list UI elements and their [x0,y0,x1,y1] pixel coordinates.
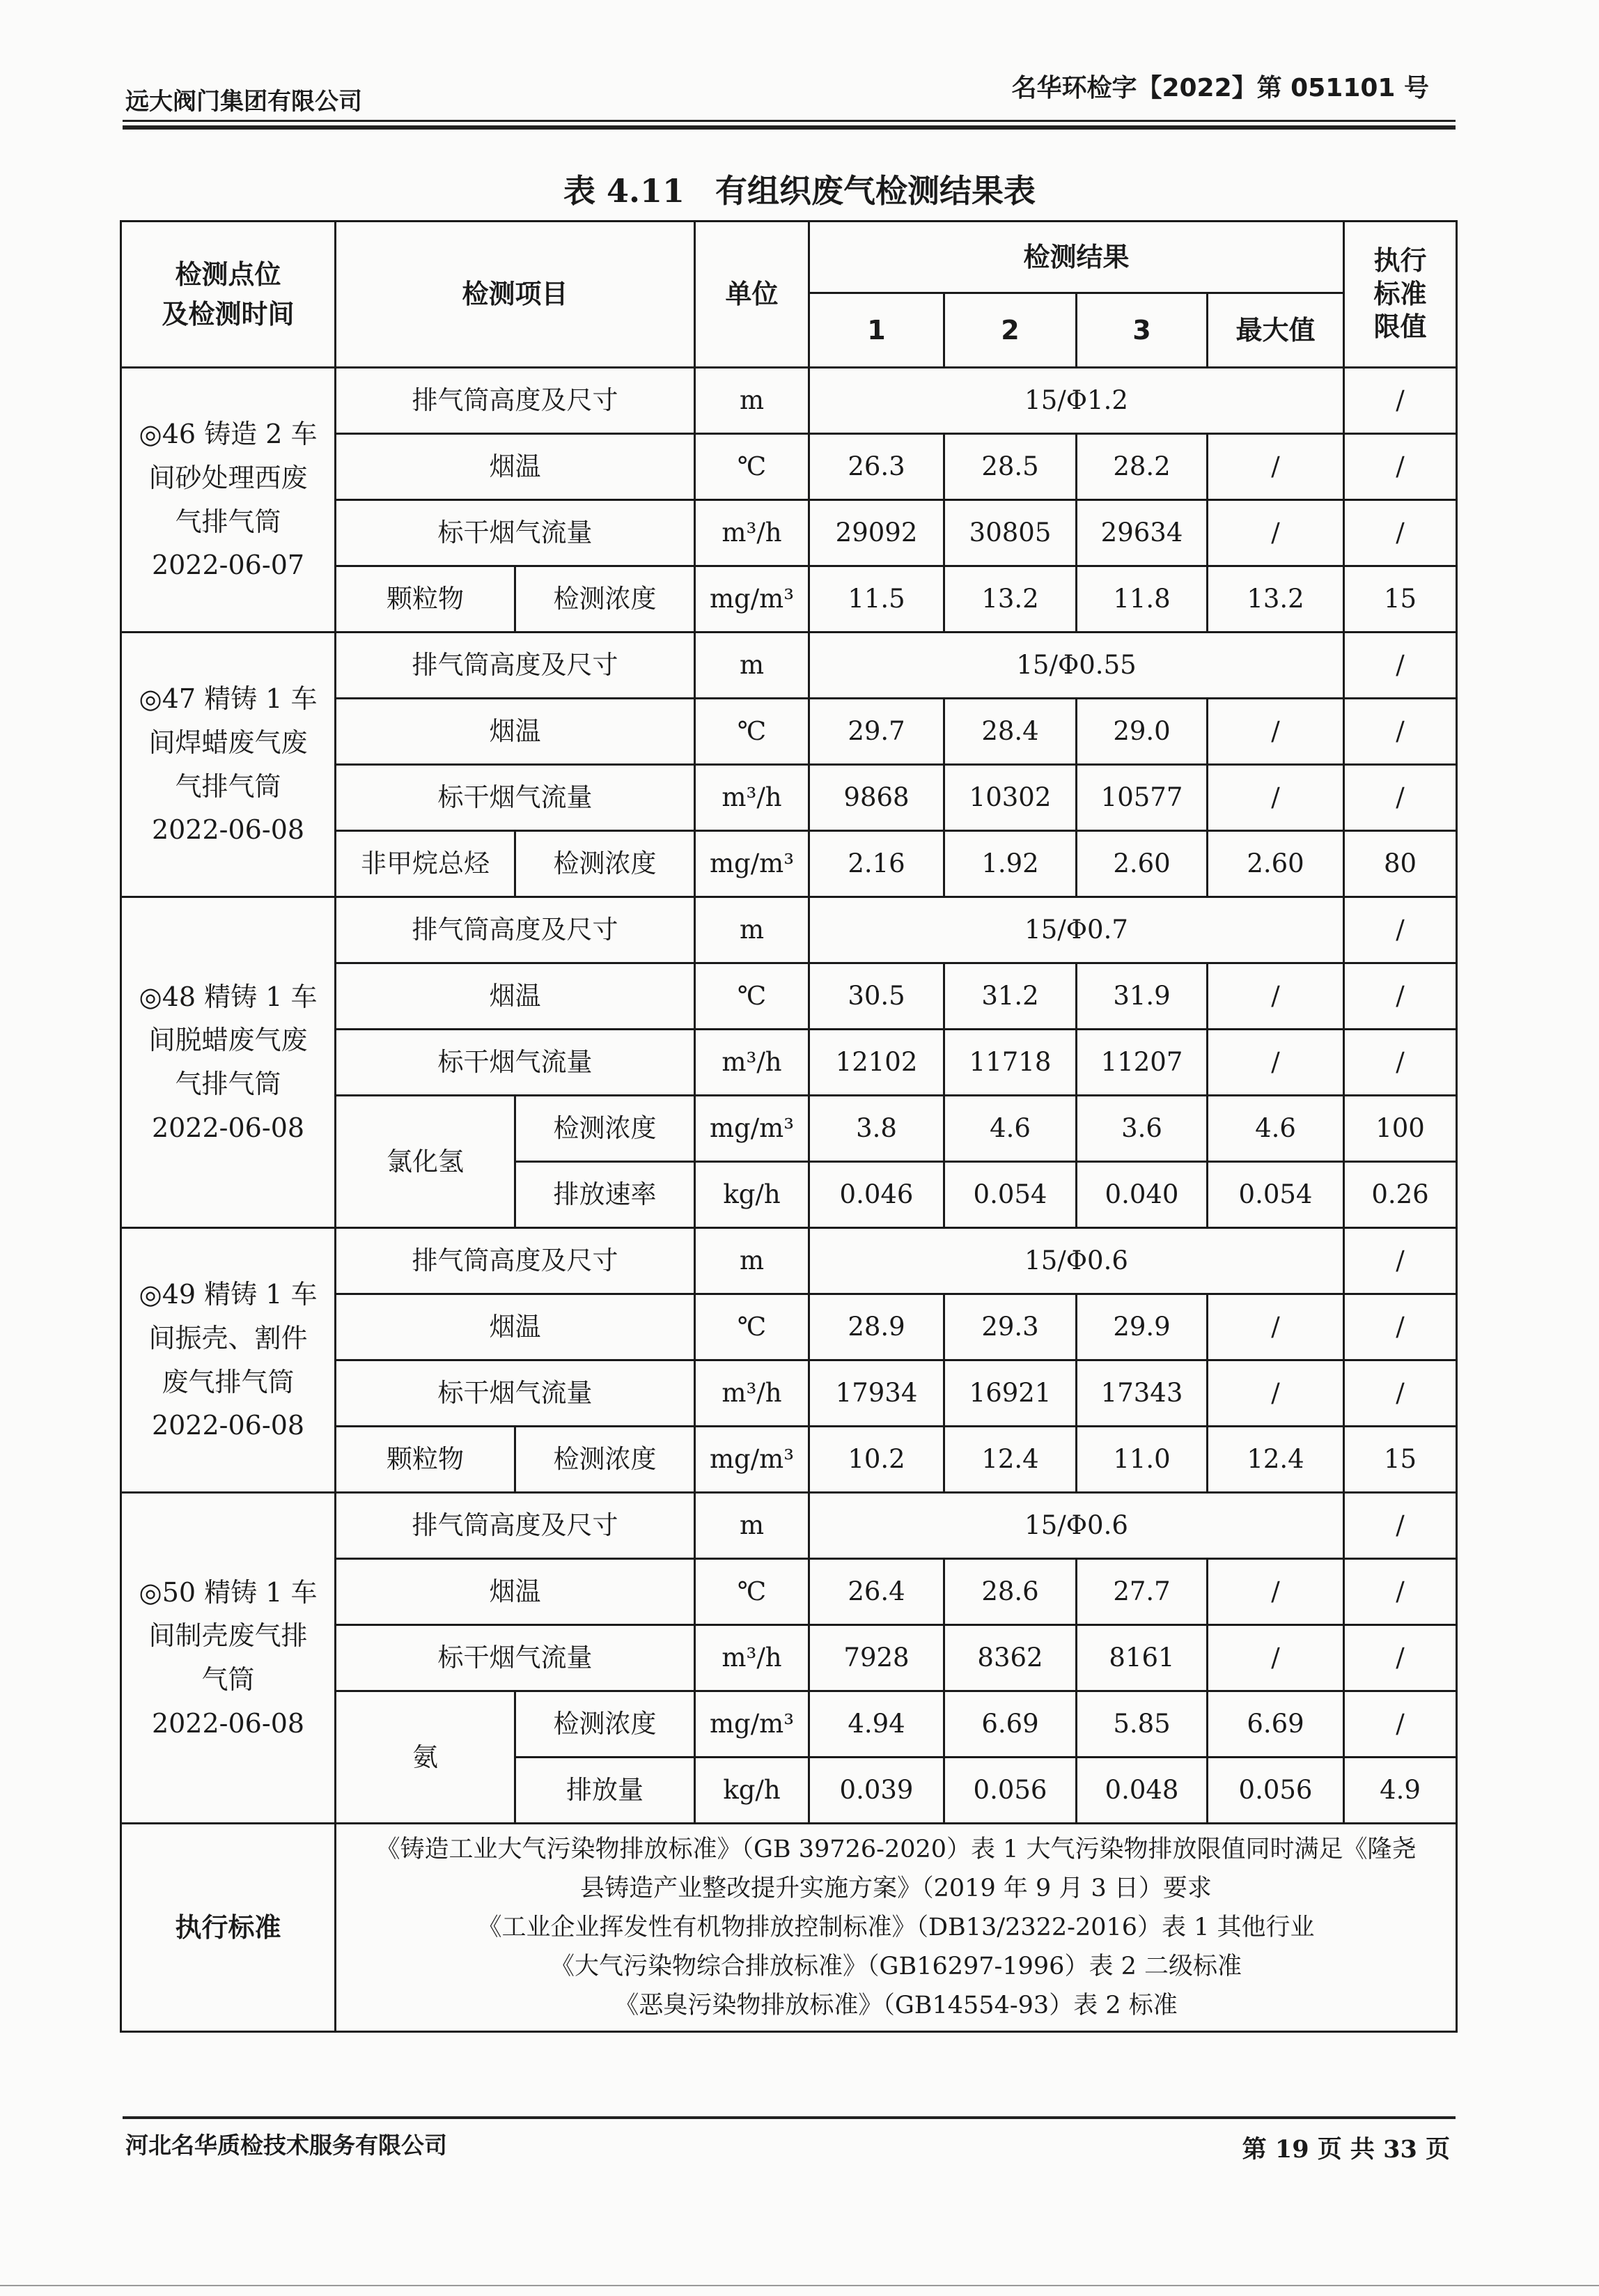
footer-company: 河北名华质检技术服务有限公司 [125,2132,447,2159]
flow-value-3: 17343 [1077,1360,1208,1427]
flow-value-2: 16921 [944,1360,1077,1427]
standard-label: 执行标准 [121,1824,336,2032]
flow-unit: m³/h [695,1360,809,1427]
measure-limit: 15 [1344,1427,1457,1493]
header-max: 最大值 [1208,293,1344,368]
header-result-2: 2 [944,293,1077,368]
measure-limit: 80 [1344,831,1457,897]
flow-label: 标干烟气流量 [336,1625,695,1691]
measure-limit: 15 [1344,566,1457,633]
flow-value-1: 17934 [809,1360,944,1427]
flow-value-3: 11207 [1077,1030,1208,1096]
header-result-1: 1 [809,293,944,368]
stack-value: 15/Φ1.2 [809,368,1344,434]
temp-max: / [1208,699,1344,765]
stack-value: 15/Φ0.6 [809,1493,1344,1559]
temp-value-3: 29.9 [1077,1294,1208,1360]
measure-max: 6.69 [1208,1691,1344,1758]
flow-value-2: 11718 [944,1030,1077,1096]
temp-value-3: 31.9 [1077,963,1208,1030]
temp-value-1: 26.4 [809,1559,944,1625]
header-rule-thick [123,125,1456,130]
measure-value-2: 1.92 [944,831,1077,897]
flow-value-1: 7928 [809,1625,944,1691]
table-row [121,633,1457,699]
measure-value-1: 4.94 [809,1691,944,1758]
flow-value-2: 8362 [944,1625,1077,1691]
temp-limit: / [1344,963,1457,1030]
stack-unit: m [695,633,809,699]
measure-label: 检测浓度 [515,1691,695,1758]
pollutant-name: 颗粒物 [336,566,515,633]
measure-label: 排放量 [515,1758,695,1824]
measure-unit: mg/m³ [695,1427,809,1493]
measure-value-3: 11.8 [1077,566,1208,633]
stack-label: 排气筒高度及尺寸 [336,368,695,434]
measure-max: 2.60 [1208,831,1344,897]
temp-limit: / [1344,699,1457,765]
flow-limit: / [1344,500,1457,566]
temp-value-2: 31.2 [944,963,1077,1030]
temp-limit: / [1344,1294,1457,1360]
flow-value-2: 30805 [944,500,1077,566]
temp-value-2: 29.3 [944,1294,1077,1360]
measure-value-1: 11.5 [809,566,944,633]
measure-limit: 0.26 [1344,1162,1457,1228]
pollutant-name: 非甲烷总烃 [336,831,515,897]
standard-row [121,1824,1457,2032]
flow-unit: m³/h [695,765,809,831]
measure-value-1: 0.046 [809,1162,944,1228]
stack-unit: m [695,897,809,963]
measure-value-2: 0.054 [944,1162,1077,1228]
flow-limit: / [1344,1625,1457,1691]
temp-label: 烟温 [336,963,695,1030]
location-cell: ◎48 精铸 1 车间脱蜡废气废气排气筒 2022-06-08 [121,897,336,1228]
measure-value-2: 6.69 [944,1691,1077,1758]
flow-label: 标干烟气流量 [336,765,695,831]
table-number: 表 4.11 [563,172,685,210]
standard-line: 《铸造工业大气污染物排放标准》（GB 39726-2020）表 1 大气污染物排放限值同时满足《隆尧县铸造产业整改提升实施方案》（2019 年 9 月 3 日）要求 [375,1836,1417,1902]
temp-value-1: 30.5 [809,963,944,1030]
pollutant-name: 氨 [336,1691,515,1824]
temp-max: / [1208,434,1344,500]
location-cell: ◎50 精铸 1 车间制壳废气排气筒 2022-06-08 [121,1493,336,1824]
stack-limit: / [1344,633,1457,699]
temp-unit: ℃ [695,1559,809,1625]
measure-value-3: 5.85 [1077,1691,1208,1758]
footer-rule [123,2116,1456,2119]
flow-max: / [1208,1360,1344,1427]
measure-unit: kg/h [695,1162,809,1228]
scan-edge [0,2285,1599,2286]
temp-unit: ℃ [695,699,809,765]
standard-line: 《工业企业挥发性有机物排放控制标准》（DB13/2322-2016）表 1 其他行业 [477,1914,1315,1941]
stack-value: 15/Φ0.6 [809,1228,1344,1294]
measure-max: 0.056 [1208,1758,1344,1824]
header-company: 远大阀门集团有限公司 [125,88,362,116]
header-rule [123,120,1456,122]
flow-value-2: 10302 [944,765,1077,831]
measure-limit: 100 [1344,1096,1457,1162]
temp-unit: ℃ [695,1294,809,1360]
table-row [121,222,1457,293]
header-result-3: 3 [1077,293,1208,368]
temp-value-3: 29.0 [1077,699,1208,765]
header-limit: 执行 标准 限值 [1344,222,1457,368]
flow-max: / [1208,1625,1344,1691]
measure-max: 12.4 [1208,1427,1344,1493]
stack-value: 15/Φ0.55 [809,633,1344,699]
measure-max: 4.6 [1208,1096,1344,1162]
report-number: 名华环检字【2022】第 051101 号 [1011,74,1429,102]
measure-unit: mg/m³ [695,1691,809,1758]
flow-value-3: 10577 [1077,765,1208,831]
measure-unit: mg/m³ [695,566,809,633]
header-results: 检测结果 [809,222,1344,293]
header-item: 检测项目 [336,222,695,368]
temp-max: / [1208,963,1344,1030]
temp-label: 烟温 [336,434,695,500]
flow-unit: m³/h [695,1625,809,1691]
measure-label: 检测浓度 [515,831,695,897]
table-row [121,897,1457,963]
measure-value-3: 3.6 [1077,1096,1208,1162]
flow-label: 标干烟气流量 [336,1360,695,1427]
measure-unit: mg/m³ [695,1096,809,1162]
temp-limit: / [1344,1559,1457,1625]
standard-line: 《恶臭污染物排放标准》（GB14554-93）表 2 标准 [614,1992,1178,2019]
page-number: 第 19 页 共 33 页 [1242,2135,1450,2164]
measure-value-1: 0.039 [809,1758,944,1824]
measure-value-2: 4.6 [944,1096,1077,1162]
flow-limit: / [1344,1030,1457,1096]
measure-unit: mg/m³ [695,831,809,897]
stack-label: 排气筒高度及尺寸 [336,897,695,963]
stack-unit: m [695,368,809,434]
measure-max: 13.2 [1208,566,1344,633]
measure-label: 检测浓度 [515,566,695,633]
table-row [121,1228,1457,1294]
flow-value-3: 29634 [1077,500,1208,566]
flow-label: 标干烟气流量 [336,1030,695,1096]
measure-label: 排放速率 [515,1162,695,1228]
measure-value-3: 11.0 [1077,1427,1208,1493]
measure-label: 检测浓度 [515,1096,695,1162]
measure-value-3: 0.040 [1077,1162,1208,1228]
measure-value-1: 2.16 [809,831,944,897]
temp-value-1: 26.3 [809,434,944,500]
temp-value-2: 28.6 [944,1559,1077,1625]
measure-label: 检测浓度 [515,1427,695,1493]
stack-label: 排气筒高度及尺寸 [336,1228,695,1294]
flow-limit: / [1344,765,1457,831]
standard-text [336,1824,1457,2032]
location-cell: ◎46 铸造 2 车间砂处理西废气排气筒 2022-06-07 [121,368,336,633]
temp-max: / [1208,1559,1344,1625]
flow-value-3: 8161 [1077,1625,1208,1691]
flow-limit: / [1344,1360,1457,1427]
temp-limit: / [1344,434,1457,500]
flow-value-1: 29092 [809,500,944,566]
measure-max: 0.054 [1208,1162,1344,1228]
flow-label: 标干烟气流量 [336,500,695,566]
flow-max: / [1208,500,1344,566]
stack-value: 15/Φ0.7 [809,897,1344,963]
flow-value-1: 12102 [809,1030,944,1096]
temp-value-1: 29.7 [809,699,944,765]
stack-unit: m [695,1228,809,1294]
pollutant-name: 氯化氢 [336,1096,515,1228]
measure-limit: 4.9 [1344,1758,1457,1824]
location-cell: ◎49 精铸 1 车间振壳、割件废气排气筒 2022-06-08 [121,1228,336,1493]
stack-limit: / [1344,1228,1457,1294]
temp-label: 烟温 [336,1294,695,1360]
table-title [0,166,1599,212]
temp-label: 烟温 [336,699,695,765]
table-row [121,1493,1457,1559]
stack-limit: / [1344,897,1457,963]
temp-label: 烟温 [336,1559,695,1625]
flow-max: / [1208,765,1344,831]
location-cell: ◎47 精铸 1 车间焊蜡废气废气排气筒 2022-06-08 [121,633,336,897]
header-unit: 单位 [695,222,809,368]
measure-value-3: 2.60 [1077,831,1208,897]
pollutant-name: 颗粒物 [336,1427,515,1493]
temp-value-3: 27.7 [1077,1559,1208,1625]
flow-value-1: 9868 [809,765,944,831]
stack-unit: m [695,1493,809,1559]
temp-max: / [1208,1294,1344,1360]
stack-limit: / [1344,1493,1457,1559]
measure-unit: kg/h [695,1758,809,1824]
measure-value-2: 12.4 [944,1427,1077,1493]
temp-value-3: 28.2 [1077,434,1208,500]
temp-value-2: 28.4 [944,699,1077,765]
measure-value-3: 0.048 [1077,1758,1208,1824]
results-table [120,220,1458,2033]
flow-unit: m³/h [695,500,809,566]
temp-value-2: 28.5 [944,434,1077,500]
table-row [121,368,1457,434]
flow-unit: m³/h [695,1030,809,1096]
measure-value-1: 10.2 [809,1427,944,1493]
stack-label: 排气筒高度及尺寸 [336,633,695,699]
measure-limit: / [1344,1691,1457,1758]
table-title-text: 有组织废气检测结果表 [715,172,1036,210]
standard-line: 《大气污染物综合排放标准》（GB16297-1996）表 2 二级标准 [550,1953,1242,1980]
measure-value-2: 13.2 [944,566,1077,633]
stack-limit: / [1344,368,1457,434]
measure-value-2: 0.056 [944,1758,1077,1824]
temp-unit: ℃ [695,963,809,1030]
flow-max: / [1208,1030,1344,1096]
temp-value-1: 28.9 [809,1294,944,1360]
measure-value-1: 3.8 [809,1096,944,1162]
header-location: 检测点位 及检测时间 [121,222,336,368]
temp-unit: ℃ [695,434,809,500]
stack-label: 排气筒高度及尺寸 [336,1493,695,1559]
